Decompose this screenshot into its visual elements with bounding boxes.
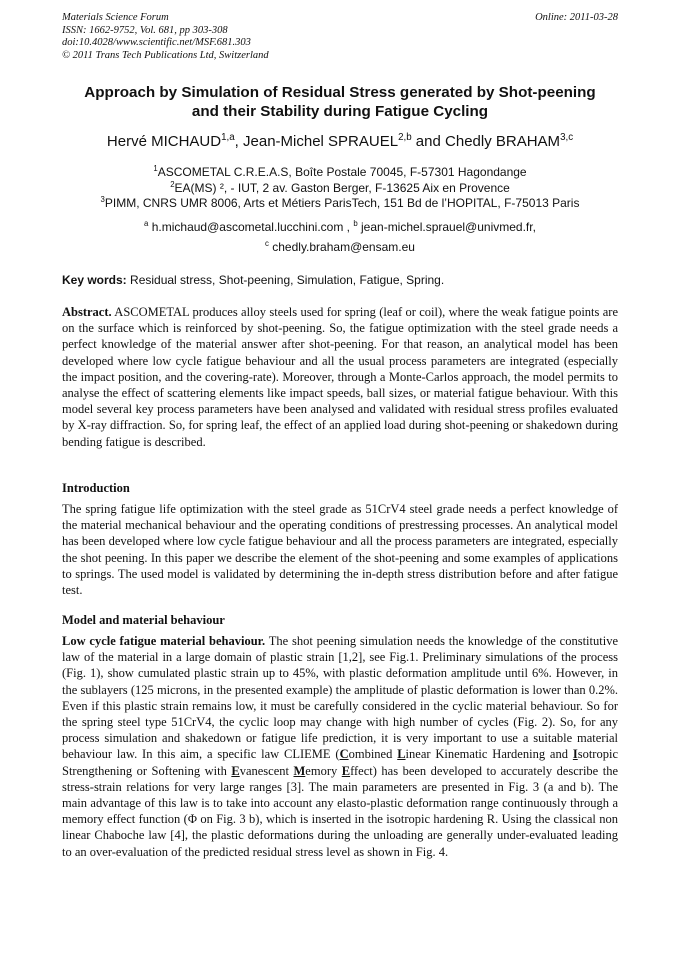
copyright-line: © 2011 Trans Tech Publications Ltd, Switzerland xyxy=(62,49,269,61)
author-separator-1: , xyxy=(234,133,244,150)
acronym-e: E xyxy=(231,763,240,778)
affiliation-3-text: PIMM, CNRS UMR 8006, Arts et Métiers ParisTech, 151 Bd de l’HOPITAL, F-75013 Paris xyxy=(104,196,580,210)
paper-title xyxy=(62,83,618,121)
acronym-word-evanescent: vanescent xyxy=(239,763,294,778)
issn-line: ISSN: 1662-9752, Vol. 681, pp 303-308 xyxy=(62,24,228,36)
acronym-letter-e2 xyxy=(342,764,350,778)
title-line-1: Approach by Simulation of Residual Stress generated by Shot-peening xyxy=(84,84,596,101)
affiliations xyxy=(62,165,618,212)
affiliation-3-number: 3 xyxy=(100,195,105,204)
affiliation-1-number: 1 xyxy=(153,164,158,173)
section-heading-introduction: Introduction xyxy=(62,481,130,495)
email-c-marker: c xyxy=(265,239,269,248)
abstract-label: Abstract. xyxy=(62,305,112,319)
author-1: Hervé MICHAUD xyxy=(106,133,222,150)
email-line-1 xyxy=(62,217,618,237)
author-3: Chedly BRAHAM xyxy=(445,133,561,150)
doi-line: doi:10.4028/www.scientific.net/MSF.681.303 xyxy=(62,37,251,48)
affiliation-2-text: EA(MS) ², - IUT, 2 av. Gaston Berger, F-13625 Aix en Provence xyxy=(174,180,510,195)
author-2: Jean-Michel SPRAUEL xyxy=(243,133,399,150)
journal-name: Materials Science Forum xyxy=(62,12,169,23)
model-text-2: ffect) has been developed to accurately describe the stress-strain relations for very large ranges [3]. The main parameters are presented in Fig. 3 (a and b). The main advantage of this law is to take into account any elasto-plastic deformation range continuously through a memory effect function (Φ on Fig. 3 b), which is inserted in the isotropic hardening R. Using the classical non linear Chaboche law [4], the plastic deformations during the unloading are generally under-evaluated leading to an over-evaluation of the predicted residual stress level as shown in Fig. 4. xyxy=(62,763,618,859)
keywords xyxy=(62,273,618,288)
acronym-e2: E xyxy=(341,763,351,778)
email-b-marker: b xyxy=(353,219,358,228)
email-c[interactable]: chedly.braham@ensam.eu xyxy=(268,240,415,254)
email-b[interactable]: jean-michel.sprauel@univmed.fr, xyxy=(357,220,536,234)
acronym-word-linear: inear Kinematic Hardening and xyxy=(405,747,573,762)
author-list xyxy=(62,132,618,152)
keywords-text: Residual stress, Shot-peening, Simulation, Fatigue, Spring. xyxy=(126,273,445,287)
affiliation-2-number: 2 xyxy=(170,179,175,189)
abstract-text: ASCOMETAL produces alloy steels used for spring (leaf or coil), where the weak fatigue points are on the surface which is reinforced by shot-peening. So, the fatigue optimization with the steel grade needs a perfect knowledge of the material answer after shot-peening. For that reason, an analytical model has been developed where low cycle fatigue behaviour and all the usual process parameters are integrated (especially the impact position, and the covering-rate). Moreover, through a Monte-Carlos approach, the model permits to analyse the effect of scattering elements like impact speeds, ball sizes, or material fatigue behaviour. With this model several key process parameters have been analysed and validated with residual stress profiles evaluated by X-ray diffraction. So, for spring leaf, the effect of an applied load during shot-peening or shakedown during bending fatigue is described. xyxy=(62,305,618,449)
acronym-i: I xyxy=(572,747,578,762)
email-a-marker: a xyxy=(144,219,149,228)
acronym-word-combined: ombined xyxy=(348,747,398,762)
email-block xyxy=(62,217,618,257)
abstract xyxy=(62,304,618,450)
affiliation-1-text: ASCOMETAL C.R.E.A.S, Boîte Postale 70045, F-57301 Hagondange xyxy=(157,165,527,179)
model-paragraph xyxy=(62,633,618,860)
author-separator-2: and xyxy=(411,133,446,150)
online-date: Online: 2011-03-28 xyxy=(535,12,618,23)
author-3-affil: 3,c xyxy=(560,132,574,143)
acronym-letter-e xyxy=(231,764,239,778)
acronym-word-isotropic: sotropic Strengthening or Softening with xyxy=(62,747,618,778)
acronym-l: L xyxy=(397,747,406,762)
subsection-lead: Low cycle fatigue material behaviour. xyxy=(62,634,266,648)
affiliation-2 xyxy=(62,181,618,197)
keywords-label: Key words: xyxy=(62,273,127,287)
journal-header xyxy=(62,12,618,62)
acronym-m: M xyxy=(293,763,306,778)
affiliation-1 xyxy=(62,165,618,181)
email-a[interactable]: h.michaud@ascometal.lucchini.com , xyxy=(148,220,354,234)
author-1-affil: 1,a xyxy=(221,132,235,143)
acronym-letter-m xyxy=(293,764,305,778)
email-line-2 xyxy=(62,237,618,257)
acronym-letter-l xyxy=(397,747,405,761)
acronym-c: C xyxy=(339,747,349,762)
introduction-paragraph: The spring fatigue life optimization with the steel grade as 51CrV4 steel grade needs a perfect knowledge of the material mechanical behaviour and the operating conditions of prestressing processes. An analytical model has been developed where low cycle fatigue behaviour and all the process parameters are integrated, especially the shot peening. In this paper we describe the element of the shot-peening and some examples of applications to springs. The used model is validated by determining the in-depth stress distribution before and after fatigue test. xyxy=(62,502,618,598)
author-2-affil: 2,b xyxy=(398,132,412,143)
acronym-word-memory: emory xyxy=(305,763,342,778)
title-line-2: and their Stability during Fatigue Cycling xyxy=(191,103,489,120)
acronym-letter-c xyxy=(340,747,349,761)
model-text-1: The shot peening simulation needs the knowledge of the constitutive law of the material in a large domain of plastic strain [1,2], see Fig.1. Preliminary simulations of the process (Fig. 1), show cumulated plastic strain up to 45%, with plastic deformation amplitude until 6%. However, in the sublayers (125 microns, in the presented example) the amplitude of plastic deformation is lower than 0.2%. Even if this plastic strain remains low, it must be carefully considered in the cyclic material behaviour. So for the spring steel type 51CrV4, the cyclic loop may change with high number of cycles (Fig. 2). So, for any process simulation and shakedown or fatigue life prediction, it is very important to use a suitable material behaviour law. In this aim, a specific law CLIEME ( xyxy=(62,634,618,762)
affiliation-3 xyxy=(62,196,618,212)
section-heading-model: Model and material behaviour xyxy=(62,613,225,627)
